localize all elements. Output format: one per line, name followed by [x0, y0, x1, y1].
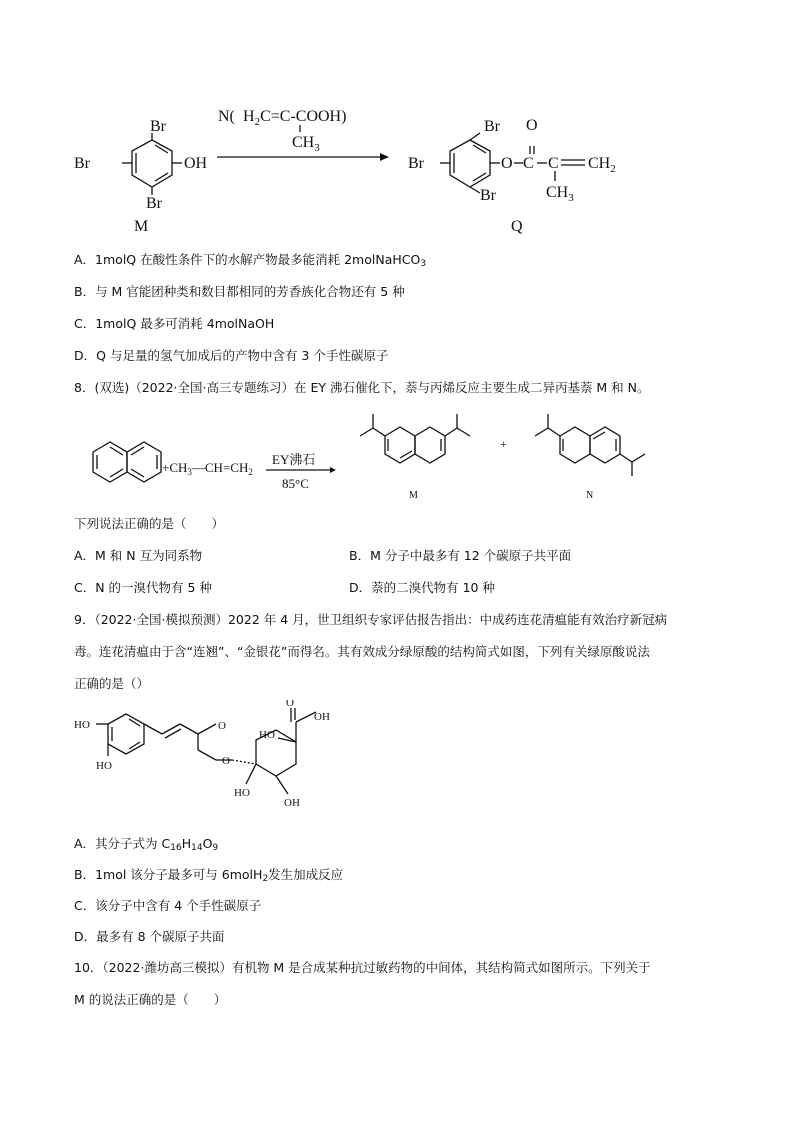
q8-option-d: D．萘的二溴代物有 10 种: [349, 580, 495, 595]
svg-text:H2C=C-COOH): $H_2C=C-COOH$): [243, 108, 347, 128]
chlorogenic-acid-structure: [66, 700, 366, 825]
m-br-left: Br: [74, 155, 90, 172]
q-br-top: Br: [484, 118, 500, 135]
compound-m-structure: [74, 118, 208, 235]
svg-text:CH3: $CH_3$: [292, 134, 320, 154]
ho-catechol-2: HO: [96, 760, 112, 772]
q9-option-d: D．最多有 8 个碳原子共面: [74, 929, 225, 944]
ho-catechol-1: HO: [74, 719, 90, 731]
q-o-carbonyl: O: [526, 117, 538, 134]
q10-stem-line-2: M 的说法正确的是（ ）: [74, 992, 227, 1007]
oh-acid: OH: [314, 711, 330, 723]
q9-stem-line-1: 9．（2022·全国·模拟预测）2022 年 4 月，世卫组织专家评估报告指出：中成药连花清瘟能有效治疗新冠病: [74, 612, 668, 627]
q-br-bottom: Br: [480, 187, 496, 204]
catalyst-label: EY沸石: [272, 452, 316, 467]
product-n-structure: [535, 414, 645, 501]
temperature-label: 85°C: [282, 476, 309, 491]
product-m-structure: [360, 414, 470, 501]
q7-option-d: D．Q 与足量的氢气加成后的产物中含有 3 个手性碳原子: [74, 348, 389, 363]
q8-stem: 8．(双选)（2022·全国·高三专题练习）在 EY 沸石催化下，萘与丙烯反应主要生成二异丙基萘 M 和 N。: [74, 380, 650, 395]
q9-option-c: C．该分子中含有 4 个手性碳原子: [74, 898, 262, 913]
oh-bottom-2: OH: [284, 797, 300, 809]
o-acid: O: [286, 700, 294, 709]
compound-q-structure: [408, 117, 616, 235]
svg-text:CH3: $CH_3$: [546, 184, 574, 204]
q9-stem-line-2: 毒。连花清瘟由于含“连翘”、“金银花”而得名。其有效成分绿原酸的结构简式如图，下列有关绿原酸说法: [74, 644, 650, 659]
q7-option-c: C．1molQ 最多可消耗 4molNaOH: [74, 316, 275, 331]
o-carbonyl: O: [218, 720, 226, 732]
reaction-scheme-naphthalene: [60, 400, 700, 510]
svg-text:N(: N(: [218, 108, 235, 125]
m-br-bottom: Br: [146, 195, 162, 212]
label-q: Q: [511, 218, 523, 235]
reagent-label: [218, 108, 346, 154]
q8-prompt: 下列说法正确的是（ ）: [74, 516, 225, 531]
svg-text:C: C: [548, 155, 559, 172]
q7-option-a: A．1molQ 在酸性条件下的水解产物最多能消耗 2molNaHCO$_3$: [74, 252, 427, 269]
q7-option-b: B．与 M 官能团种类和数目都相同的芳香族化合物还有 5 种: [74, 284, 405, 299]
svg-text:C: C: [523, 155, 534, 172]
svg-text:CH2: $CH_2$: [588, 155, 616, 175]
q9-option-b: B．1mol 该分子最多可与 6molH$_2$发生加成反应: [74, 867, 344, 884]
ho-ring: HO: [259, 729, 275, 741]
q-o-ether: O: [501, 155, 513, 172]
q8-option-c: C．N 的一溴代物有 5 种: [74, 580, 212, 595]
q8-option-a: A．M 和 N 互为同系物: [74, 548, 203, 563]
propene-reactant: $+CH_3—CH=CH_2$: [162, 460, 253, 477]
reaction-arrow-2: [266, 452, 336, 491]
label-product-m: M: [409, 490, 418, 501]
m-oh: OH: [184, 155, 208, 172]
label-m: M: [134, 218, 149, 235]
products-plus: +: [500, 437, 507, 451]
o-ester-link: O: [222, 755, 230, 767]
q10-stem-line-1: 10．（2022·潍坊高三模拟）有机物 M 是合成某种抗过敏药物的中间体，其结构简式如图所示。下列关于: [74, 960, 651, 975]
q9-stem-line-3: 正确的是（）: [74, 676, 150, 691]
reaction-arrow: [217, 153, 389, 161]
ho-bottom-1: HO: [234, 787, 250, 799]
q8-option-b: B．M 分子中最多有 12 个碳原子共平面: [349, 548, 572, 563]
reaction-scheme-m-to-q: [60, 95, 740, 240]
q9-option-a: A．其分子式为 $C_{16}H_{14}O_9$: [74, 836, 219, 853]
q-br-left: Br: [408, 155, 424, 172]
label-product-n: N: [586, 490, 594, 501]
m-br-top: Br: [150, 118, 166, 135]
naphthalene-structure: [93, 442, 161, 482]
